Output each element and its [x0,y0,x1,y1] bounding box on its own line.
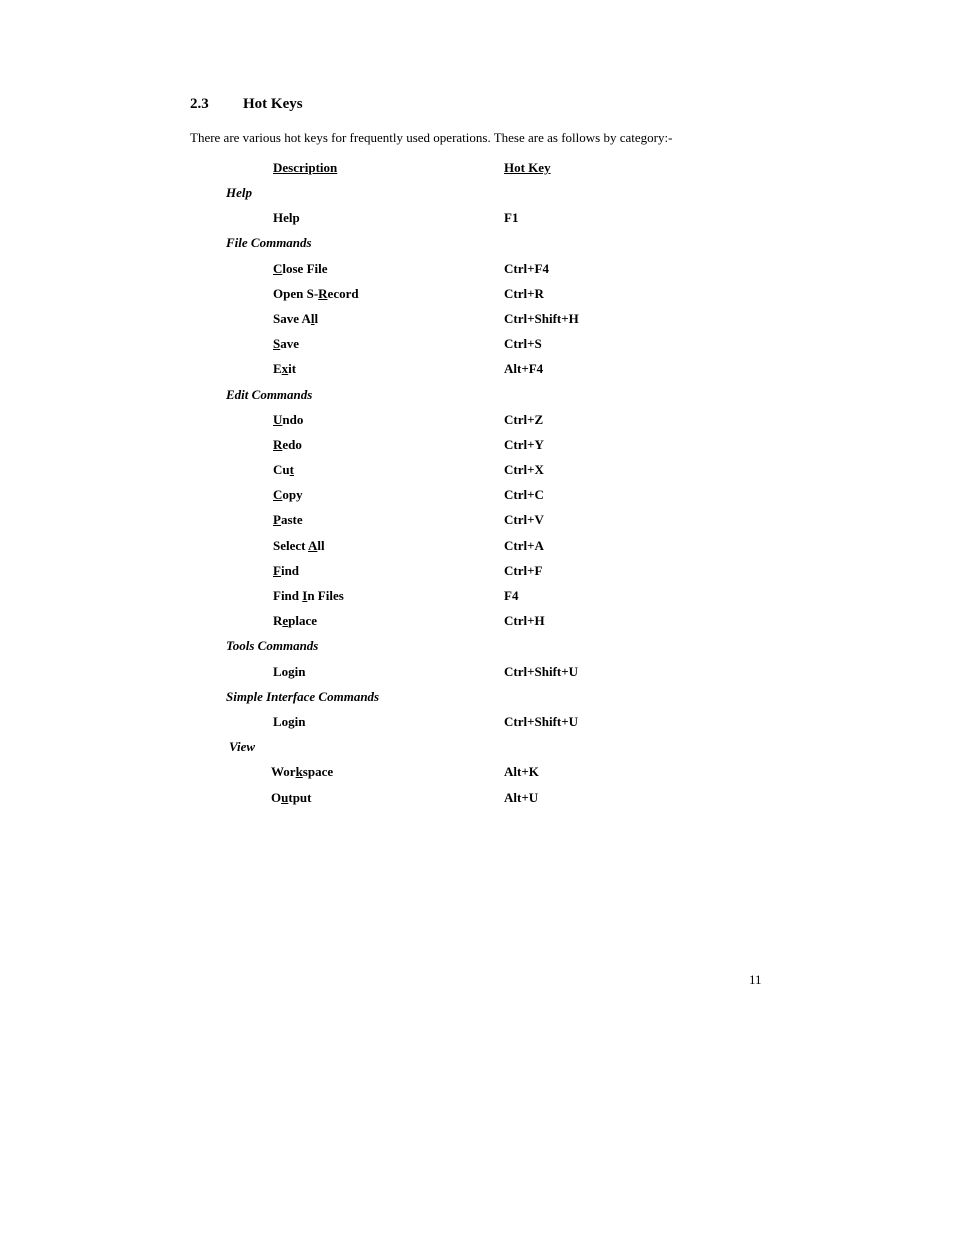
description-text: Save A [273,310,311,326]
column-header-description: Description [273,160,338,175]
category-label: View [229,739,256,755]
hot-key: F4 [504,588,519,603]
command-description [271,790,311,806]
hot-key: Alt+K [504,764,539,780]
category-label: Edit Commands [226,386,313,402]
description-text: lose File [282,260,328,276]
command-description [273,613,317,629]
command-description [273,286,359,302]
table-row [0,790,954,815]
hot-key: Ctrl+A [504,537,544,553]
category-row [0,689,954,714]
hot-key: Ctrl+Y [504,436,544,452]
table-row [0,487,954,512]
description-text: Wor [271,764,296,780]
mnemonic-letter: u [281,789,289,805]
mnemonic-letter: k [295,764,303,780]
hot-key: Ctrl+H [504,613,545,629]
category-row [0,185,954,210]
table-row [0,412,954,437]
table-row [0,512,954,537]
description-text: opy [282,487,303,503]
category-row [0,638,954,663]
category-label: Tools Commands [226,638,319,654]
mnemonic-letter: t [289,462,294,478]
description-text: space [302,764,334,780]
mnemonic-letter: R [318,285,328,301]
command-description [273,261,328,277]
command-description [273,487,303,503]
description-text: Login [273,663,306,679]
hot-key: Ctrl+Shift+U [504,663,579,679]
description-text: Select [273,537,309,553]
hot-key: Ctrl+Z [504,411,544,427]
description-text: O [271,789,282,805]
hot-key: Ctrl+Shift+U [504,713,579,729]
table-row [0,613,954,638]
category-row [0,739,954,764]
description-text: Open S- [273,285,319,301]
hot-key: Ctrl+X [504,462,544,478]
mnemonic-letter: l [310,310,315,326]
command-description [273,361,296,377]
command-description [273,714,306,730]
hotkey-table [0,185,954,815]
table-row [0,714,954,739]
hot-key: Ctrl+Shift+H [504,310,579,326]
mnemonic-letter: A [308,537,318,553]
table-row [0,664,954,689]
hot-key: Ctrl+C [504,487,544,503]
command-description [273,462,294,478]
description-text: ave [280,336,300,352]
description-text: R [273,613,283,629]
category-row [0,387,954,412]
page-number: 11 [749,972,762,987]
mnemonic-letter: I [302,588,308,603]
command-description [273,210,300,226]
mnemonic-letter: F [273,562,281,578]
table-row [0,764,954,789]
command-description [273,311,318,327]
mnemonic-letter: x [281,361,289,377]
description-text: Login [273,713,306,729]
description-text: Find [273,588,303,603]
table-row [0,286,954,311]
description-text: Cu [273,462,290,478]
description-text: it [288,361,297,377]
description-text: E [273,361,282,377]
section-number: 2.3 [190,96,209,112]
hot-key: Ctrl+R [504,285,544,301]
section-title: Hot Keys [243,96,303,112]
mnemonic-letter: R [273,436,283,452]
table-row [0,563,954,588]
description-text: edo [282,436,302,452]
description-text: ecord [327,285,359,301]
table-row [0,538,954,563]
table-row [0,336,954,361]
hot-key: F1 [504,210,519,226]
description-text: tput [288,789,312,805]
table-row [0,311,954,336]
command-description [273,336,299,352]
description-text: n Files [307,588,344,603]
mnemonic-letter: C [273,487,283,503]
description-text: l [314,310,319,326]
table-row [0,361,954,386]
command-description [273,412,303,428]
description-text: ndo [282,411,304,427]
description-text: ll [317,537,325,553]
command-description [273,563,299,579]
hot-key: Ctrl+S [504,336,542,352]
description-text: place [288,613,318,629]
mnemonic-letter: P [273,512,281,528]
table-row [0,588,954,613]
mnemonic-letter: S [273,336,281,352]
mnemonic-letter: e [282,613,289,629]
intro-paragraph: There are various hot keys for frequently used operations. These are as follows by category:- [190,130,673,145]
command-description [273,664,306,680]
mnemonic-letter: U [273,411,283,427]
hot-key: Alt+F4 [504,361,544,377]
command-description [273,538,325,554]
description-text: ind [280,562,300,578]
description-text: Help [273,210,300,226]
category-label: Help [226,185,252,200]
hot-key: Ctrl+F [504,562,543,578]
description-text: aste [280,512,303,528]
command-description [273,437,302,453]
hot-key: Ctrl+F4 [504,260,549,276]
table-row [0,462,954,487]
command-description [273,588,344,604]
table-row [0,210,954,235]
category-row [0,235,954,260]
command-description [273,512,303,528]
table-row [0,261,954,286]
command-description [271,764,333,780]
table-row [0,437,954,462]
mnemonic-letter: C [273,260,283,276]
hot-key: Ctrl+V [504,512,544,528]
hot-key: Alt+U [504,789,539,805]
category-label: File Commands [226,235,312,251]
column-header-hot-key: Hot Key [504,160,551,175]
category-label: Simple Interface Commands [226,688,380,704]
